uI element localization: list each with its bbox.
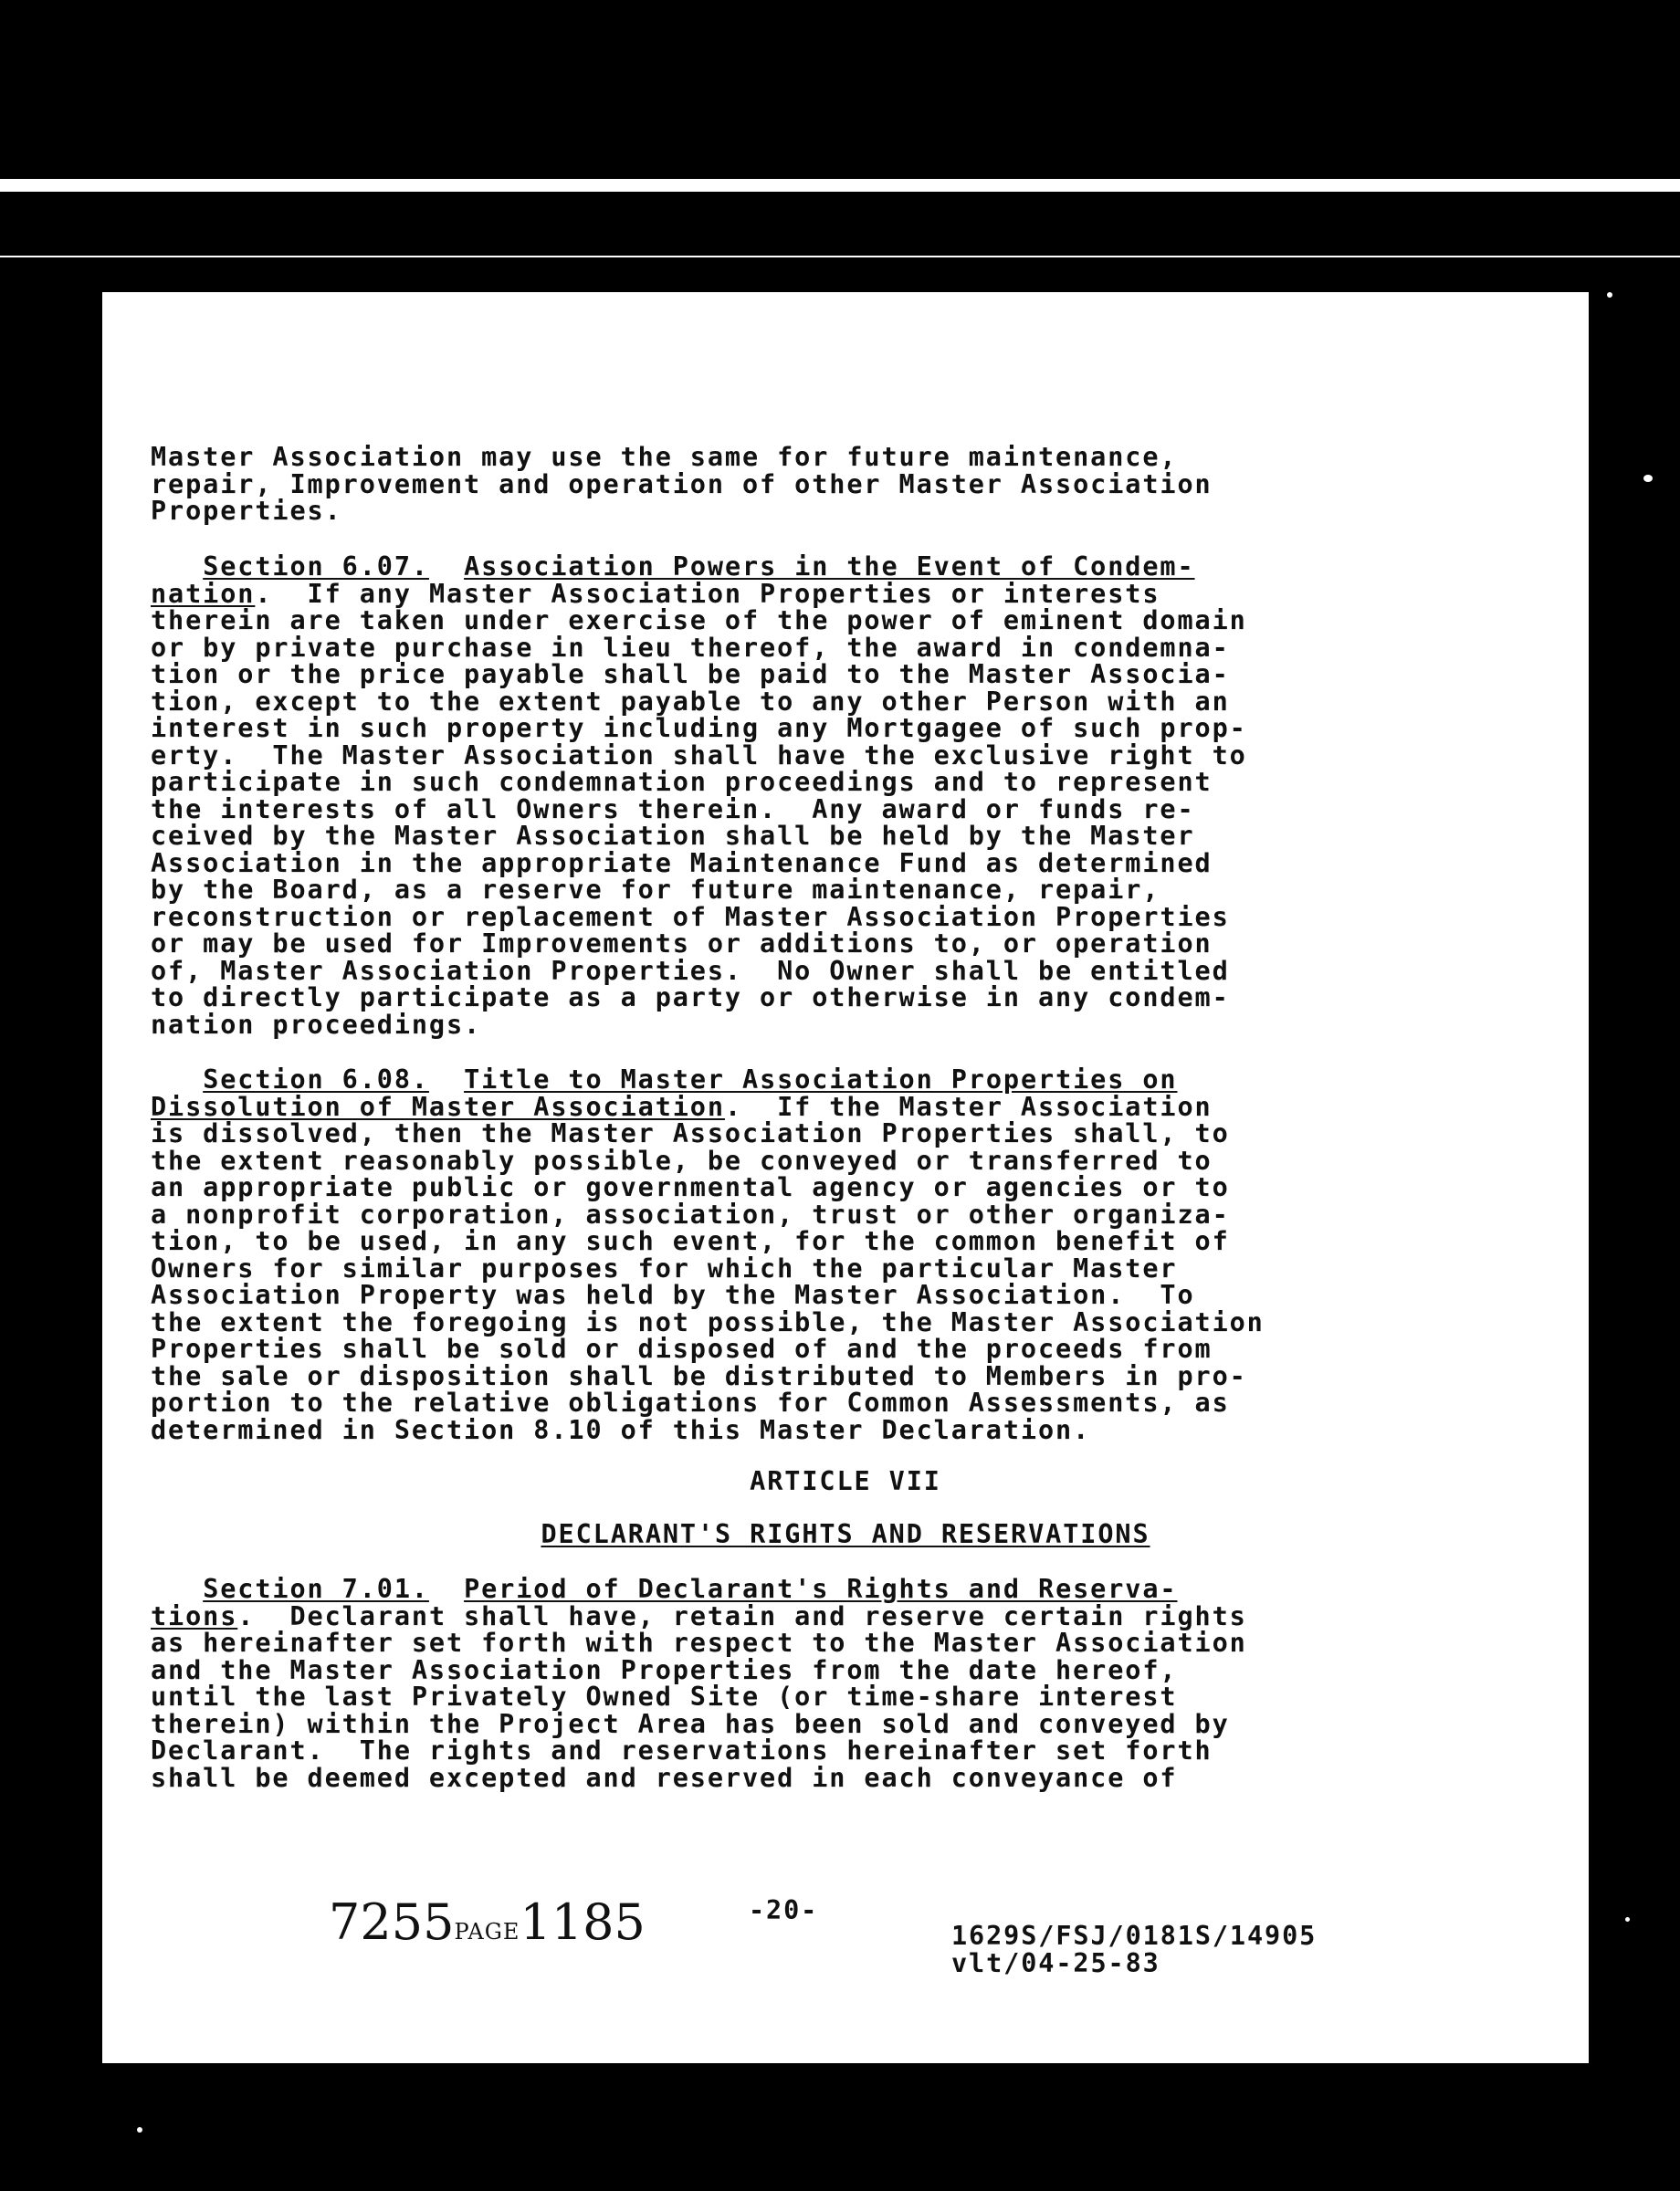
section-title: Period of Declarant's Rights and Reserva- (464, 1574, 1178, 1604)
section-title-cont: tions (151, 1600, 238, 1631)
scan-edge-dark (0, 192, 1680, 256)
section-title: Title to Master Association Properties on (464, 1064, 1178, 1095)
revision-code: vlt/04-25-83 (951, 1947, 1160, 1978)
page-number: -20- (749, 1895, 819, 1925)
scan-speck (137, 2127, 142, 2133)
section-title-cont: nation (151, 578, 256, 609)
book-page-stamp: 7255PAGE1185 (329, 1893, 646, 1951)
article-heading: ARTICLE VII (750, 1466, 941, 1496)
scan-speck (1643, 475, 1653, 482)
scan-top-band (0, 0, 1680, 179)
section-title: Association Powers in the Event of Condem- (464, 551, 1195, 582)
section-number: Section 6.08. (203, 1064, 429, 1095)
section-number: Section 6.07. (203, 551, 429, 582)
section-6-07: Section 6.07. Association Powers in the Event of Condem- nation. If any Master Association Properties or interests therein are taken under exercise of the power of eminent domain or by private purchase in lieu thereof, the award in condemna- tion or the price payable shall be paid to the Master Associa- tion, except to the extent payable to any other Person with an interest in such property including any Mortgagee of such prop- erty. The Master Association shall have the exclusive right to participate in such condemnation proceedings and to represent the interests of all Owners therein. Any award or funds re- ceived by the Master Association shall be held by the Master Association in the appropriate Maintenance Fund as determined by the Board, as a reserve for future maintenance, repair, reconstruction or replacement of Master Association Properties or may be used for Improvements or additions to, or operation of, Master Association Properties. No Owner shall be entitled to directly participate as a party or otherwise in any condem- nation proceedings. (151, 551, 1247, 1040)
intro-paragraph: Master Association may use the same for future maintenance, repair, Improvement and operation of other Master Association Properties. (151, 442, 1213, 526)
scan-speck (119, 1515, 123, 1520)
scan-speck (1607, 292, 1612, 298)
section-number: Section 7.01. (203, 1574, 429, 1604)
document-code: 1629S/FSJ/0181S/14905 vlt/04-25-83 (951, 1921, 1318, 1978)
section-title-cont: Dissolution of Master Association (151, 1091, 725, 1122)
article-title: DECLARANT'S RIGHTS AND RESERVATIONS (541, 1519, 1150, 1549)
section-6-08: Section 6.08. Title to Master Association Properties on Dissolution of Master Association. If the Master Association is dissolved, then the Master Association Properties shall, to the extent reasonably possible, be conveyed or transferred to an appropriate public or governmental agency or agencies or to a nonprofit corporation, association, trust or other organiza- tion, to be used, in any such event, for the common benefit of Owners for similar purposes for which the particular Master Association Property was held by the Master Association. To the extent the foregoing is not possible, the Master Association Properties shall be sold or disposed of and the proceeds from the sale or disposition shall be distributed to Members in pro- portion to the relative obligations for Common Assessments, as determined in Section 8.10 of this Master Declaration. (151, 1064, 1265, 1445)
page-word: PAGE (454, 1919, 520, 1945)
section-7-01: Section 7.01. Period of Declarant's Rights and Reserva- tions. Declarant shall have, retain and reserve certain rights as hereinafter set forth with respect to the Master Association and the Master Association Properties from the date hereof, until the last Privately Owned Site (or time-share interest therein) within the Project Area has been sold and conveyed by Declarant. The rights and reservations hereinafter set forth shall be deemed excepted and reserved in each conveyance of (151, 1574, 1247, 1793)
scan-speck (1625, 1917, 1630, 1922)
